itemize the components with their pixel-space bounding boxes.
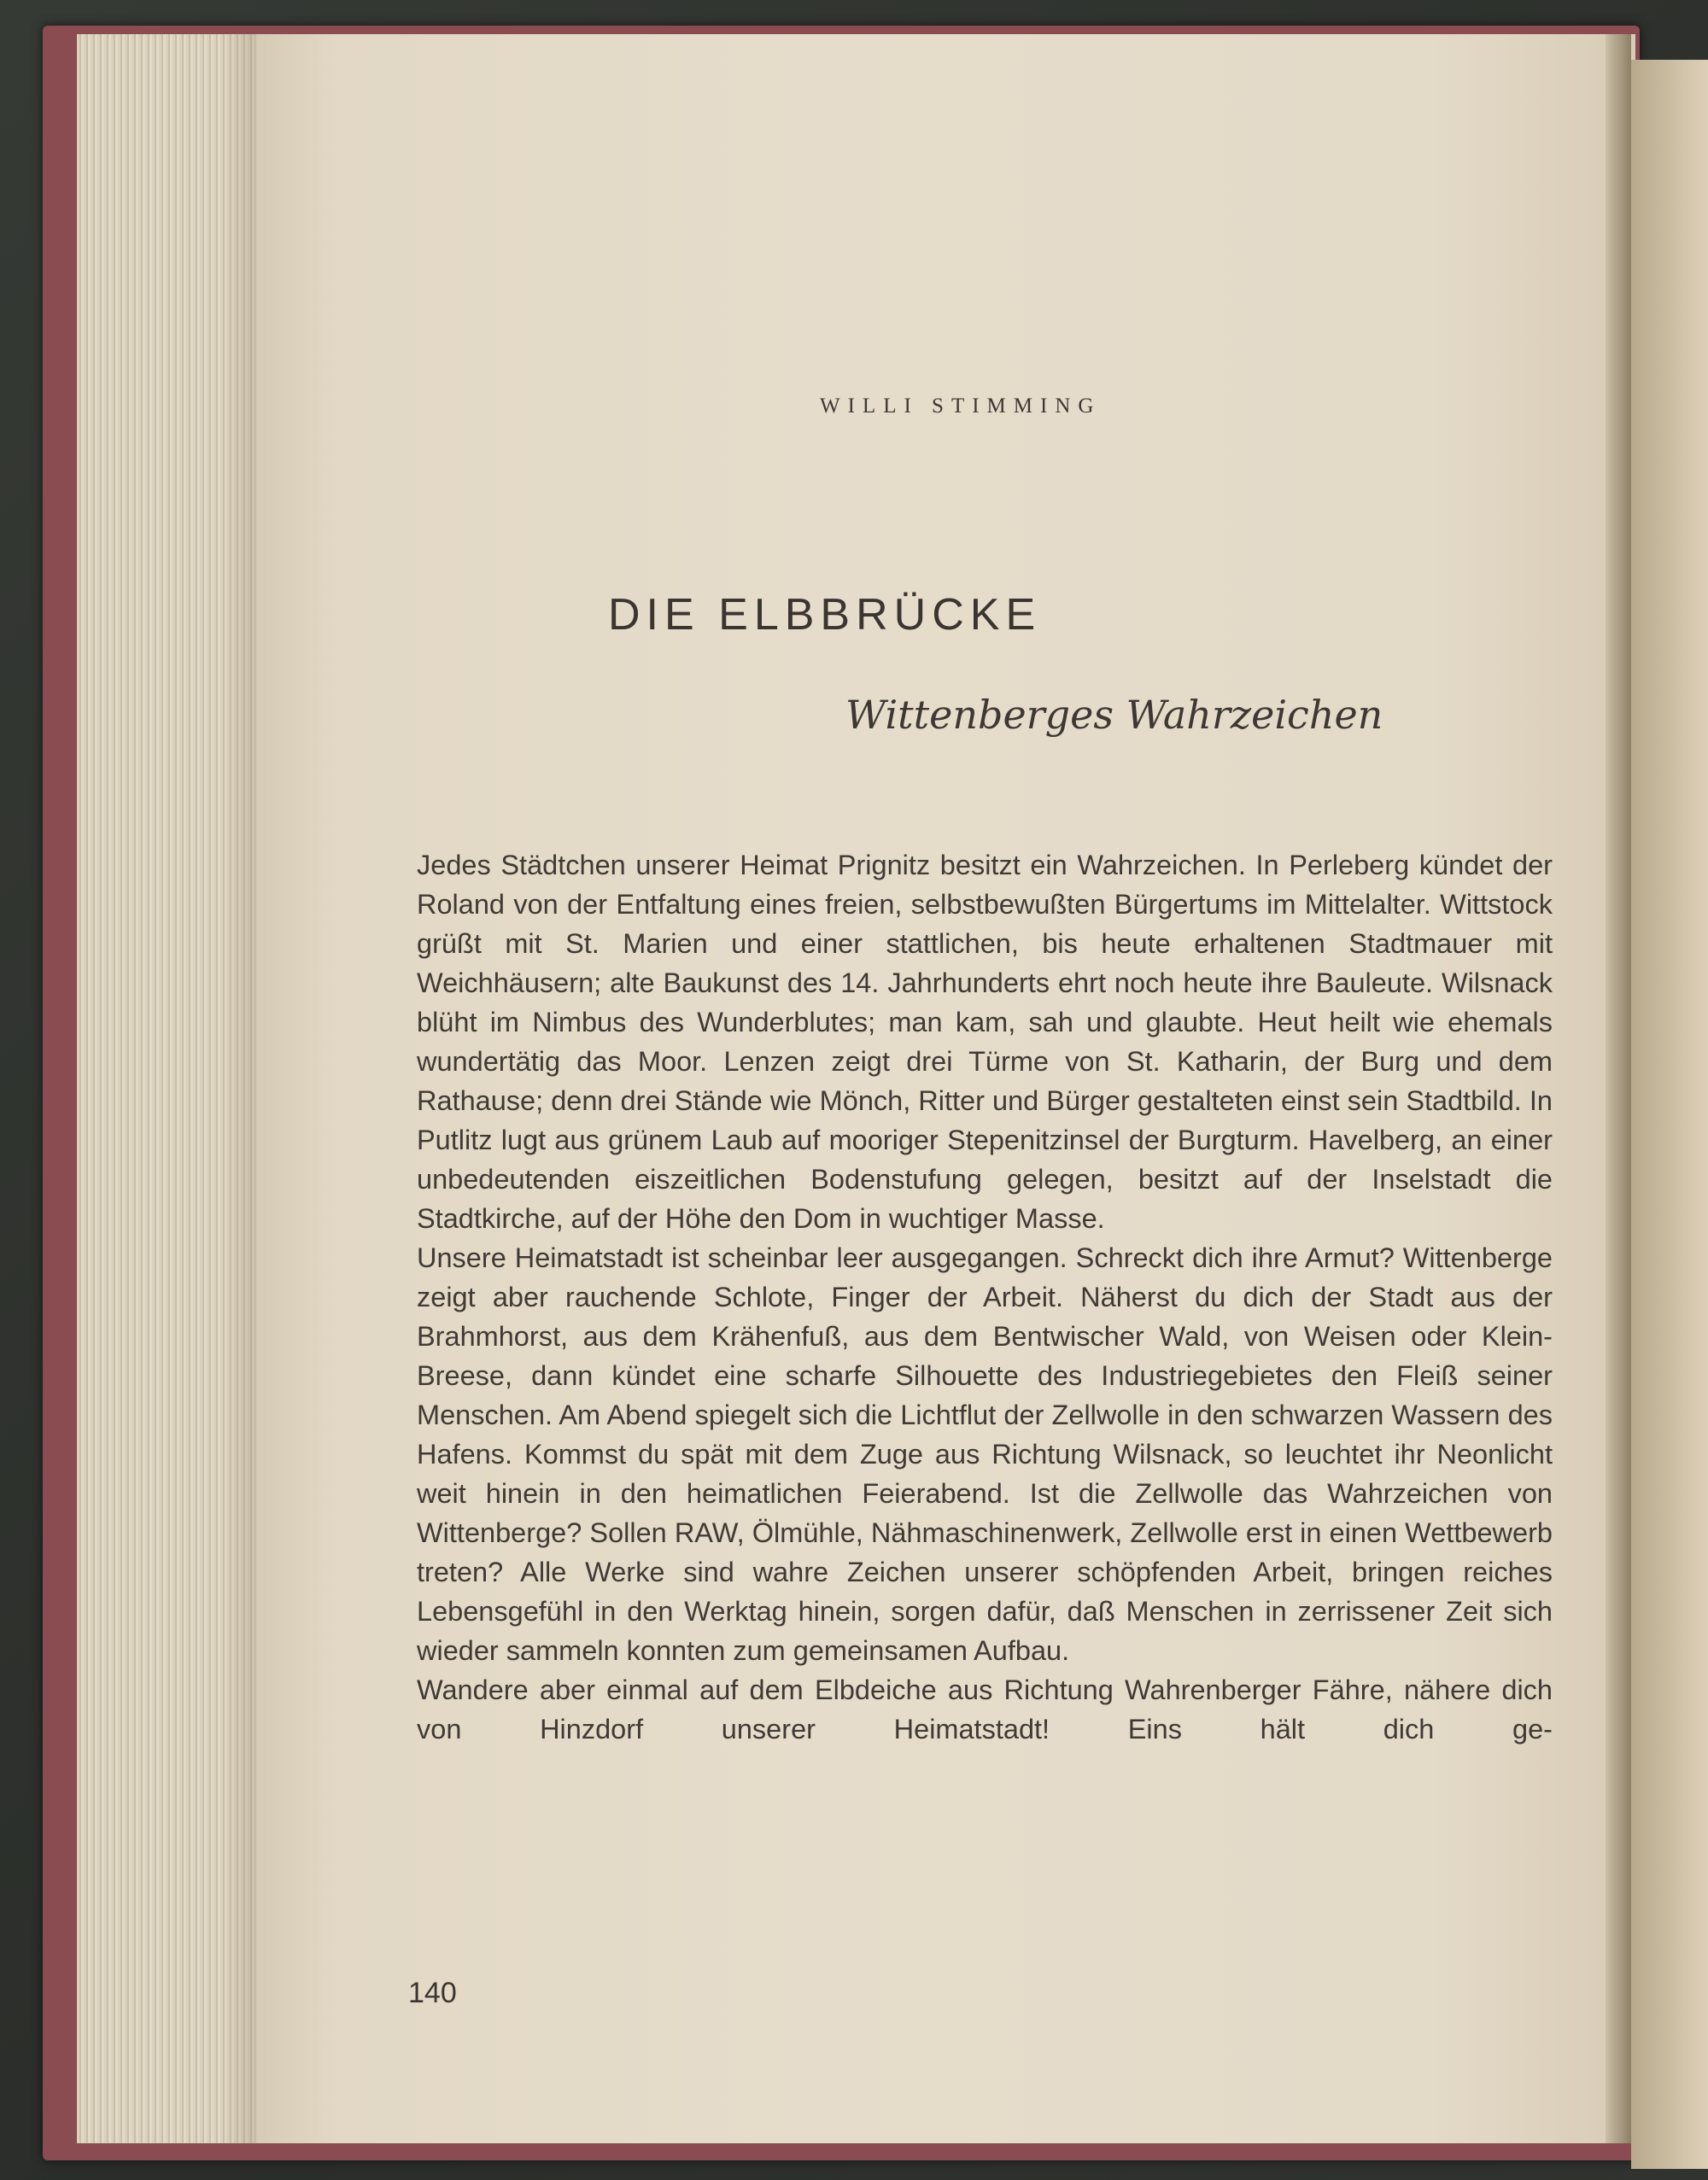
page-number: 140 (408, 1977, 457, 2009)
chapter-title: DIE ELBBRÜCKE (608, 590, 1042, 640)
chapter-subtitle: Wittenberges Wahrzeichen (845, 692, 1383, 738)
facing-page-edge (1631, 60, 1708, 2169)
body-text (417, 845, 1553, 1749)
author-name: WILLI STIMMING (820, 395, 1102, 418)
paragraph: Unsere Heimatstadt ist scheinbar leer ausgegangen. Schreckt dich ihre Armut? Wittenberge zeigt aber rauchende Schlote, Finger der Arbeit. Näherst du dich der Stadt aus der Brahmhorst, aus dem Krähenfuß, aus dem Bentwischer Wald, von Weisen oder Klein-Breese, dann kündet eine scharfe Silhouette des Industriegebietes den Fleiß seiner Menschen. Am Abend spiegelt sich die Lichtflut der Zellwolle in den schwarzen Wassern des Hafens. Kommst du spät mit dem Zuge aus Richtung Wilsnack, so leuchtet ihr Neonlicht weit hinein in den heimatlichen Feierabend. Ist die Zellwolle das Wahrzeichen von Wittenberge? Sollen RAW, Ölmühle, Nähmaschinenwerk, Zellwolle erst in einen Wettbewerb treten? Alle Werke sind wahre Zeichen unserer schöpfenden Arbeit, bringen reiches Lebensgefühl in den Werktag hinein, sorgen dafür, daß Menschen in zerrissener Zeit sich wieder sammeln konnten zum gemeinsamen Aufbau. (417, 1242, 1553, 1666)
paragraph: Jedes Städtchen unserer Heimat Prignitz besitzt ein Wahrzeichen. In Perleberg kündet der Roland von der Entfaltung eines freien, selbstbewußten Bürgertums im Mittelalter. Wittstock grüßt mit St. Marien und einer stattlichen, bis heute erhaltenen Stadtmauer mit Weichhäusern; alte Baukunst des 14. Jahrhunderts ehrt noch heute ihre Bauleute. Wilsnack blüht im Nimbus des Wunderblutes; man kam, sah und glaubte. Heut heilt wie ehemals wundertätig das Moor. Lenzen zeigt drei Türme von St. Katharin, der Burg und dem Rathause; denn drei Stände wie Mönch, Ritter und Bürger gestalteten einst sein Stadtbild. In Putlitz lugt aus grünem Laub auf mooriger Stepenitzinsel der Burgturm. Havelberg, an einer unbedeutenden eiszeitlichen Bodenstufung gelegen, besitzt auf der Inselstadt die Stadtkirche, auf der Höhe den Dom in wuchtiger Masse. (417, 850, 1553, 1234)
paragraph: Wandere aber einmal auf dem Elbdeiche aus Richtung Wahrenberger Fähre, nähere dich von Hinzdorf unserer Heimatstadt! Eins hält dich ge- (417, 1674, 1553, 1745)
book-gutter (1606, 34, 1631, 2143)
